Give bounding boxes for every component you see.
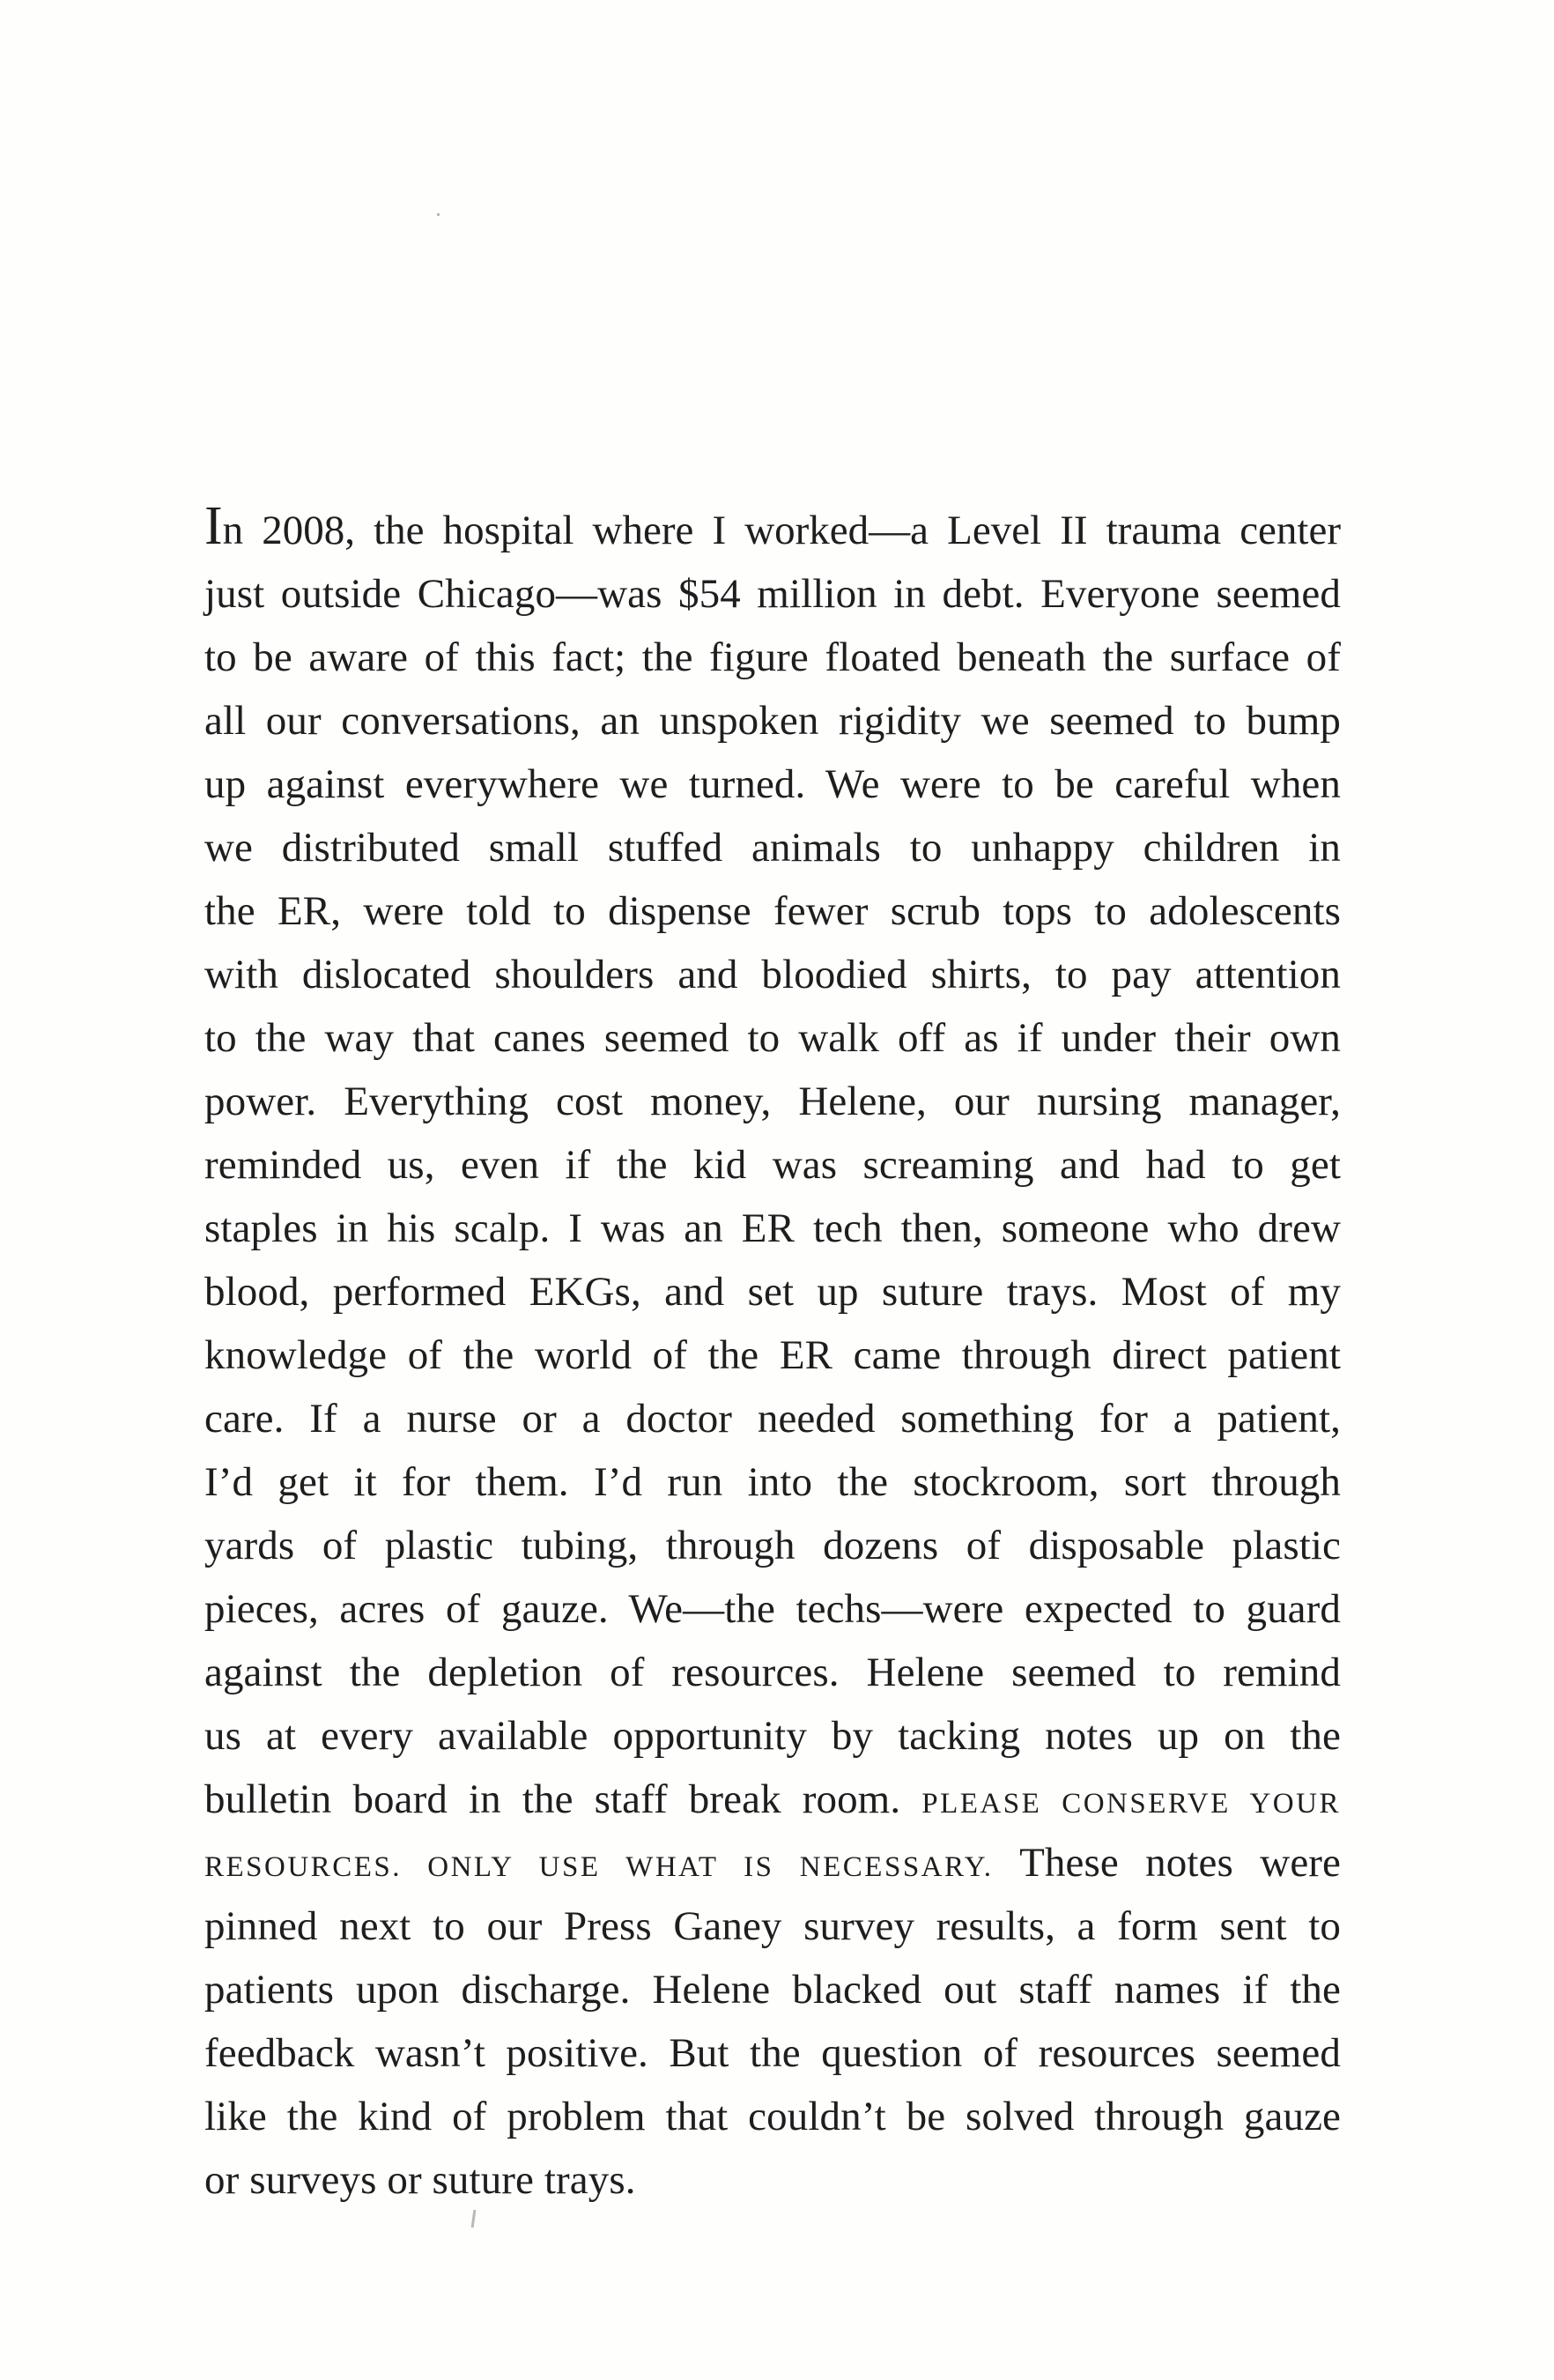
notice-smallcaps: PLEASE CONSERVE YOUR bbox=[921, 1788, 1341, 1820]
text-line: care. If a nurse or a doctor needed something for a patient, bbox=[204, 1396, 1341, 1442]
text-line: reminded us, even if the kid was screaming and had to get bbox=[204, 1142, 1341, 1188]
text-line: up against everywhere we turned. We were to be careful when bbox=[204, 761, 1341, 807]
pencil-mark bbox=[471, 2210, 477, 2228]
text-line: with dislocated shoulders and bloodied shirts, to pay attention bbox=[204, 952, 1341, 997]
text-line: to the way that canes seemed to walk off as if under their own bbox=[204, 1015, 1341, 1061]
text-line: blood, performed EKGs, and set up suture trays. Most of my bbox=[204, 1269, 1341, 1315]
text-line: pieces, acres of gauze. We—the techs—were expected to guard bbox=[204, 1586, 1341, 1632]
text-line: knowledge of the world of the ER came through direct patient bbox=[204, 1332, 1341, 1378]
text-line: to be aware of this fact; the figure floated beneath the surface of bbox=[204, 634, 1341, 680]
text-line: patients upon discharge. Helene blacked out staff names if the bbox=[204, 1967, 1341, 2013]
drop-cap: I bbox=[204, 496, 223, 556]
body-paragraph bbox=[204, 496, 1341, 2212]
text-line: yards of plastic tubing, through dozens of disposable plastic bbox=[204, 1523, 1341, 1568]
notice-smallcaps: RESOURCES. ONLY USE WHAT IS NECESSARY. bbox=[204, 1851, 994, 1883]
text-line: against the depletion of resources. Helene seemed to remind bbox=[204, 1650, 1341, 1695]
text-line: I’d get it for them. I’d run into the stockroom, sort through bbox=[204, 1459, 1341, 1505]
text-line: pinned next to our Press Ganey survey results, a form sent to bbox=[204, 1903, 1341, 1949]
text-line-last: or surveys or suture trays. bbox=[204, 2157, 636, 2203]
text-line-with-notice: RESOURCES. ONLY USE WHAT IS NECESSARY. These notes were bbox=[204, 1840, 1341, 1886]
text-line: us at every available opportunity by tacking notes up on the bbox=[204, 1713, 1341, 1759]
text-line: feedback wasn’t positive. But the question of resources seemed bbox=[204, 2030, 1341, 2076]
text-line: all our conversations, an unspoken rigidity we seemed to bump bbox=[204, 698, 1341, 744]
text-line: the ER, were told to dispense fewer scrub tops to adolescents bbox=[204, 888, 1341, 934]
page-speck bbox=[437, 213, 440, 216]
text-line: power. Everything cost money, Helene, our nursing manager, bbox=[204, 1079, 1341, 1124]
text-line: like the kind of problem that couldn’t be solved through gauze bbox=[204, 2094, 1341, 2139]
text-line-with-notice: bulletin board in the staff break room. PLEASE CONSERVE YOUR bbox=[204, 1776, 1341, 1822]
text-line: we distributed small stuffed animals to unhappy children in bbox=[204, 825, 1341, 871]
text-line: just outside Chicago—was $54 million in debt. Everyone seemed bbox=[204, 571, 1341, 617]
text-line-1: In 2008, the hospital where I worked—a Level II trauma center bbox=[204, 496, 1341, 556]
text-line: staples in his scalp. I was an ER tech then, someone who drew bbox=[204, 1205, 1341, 1251]
